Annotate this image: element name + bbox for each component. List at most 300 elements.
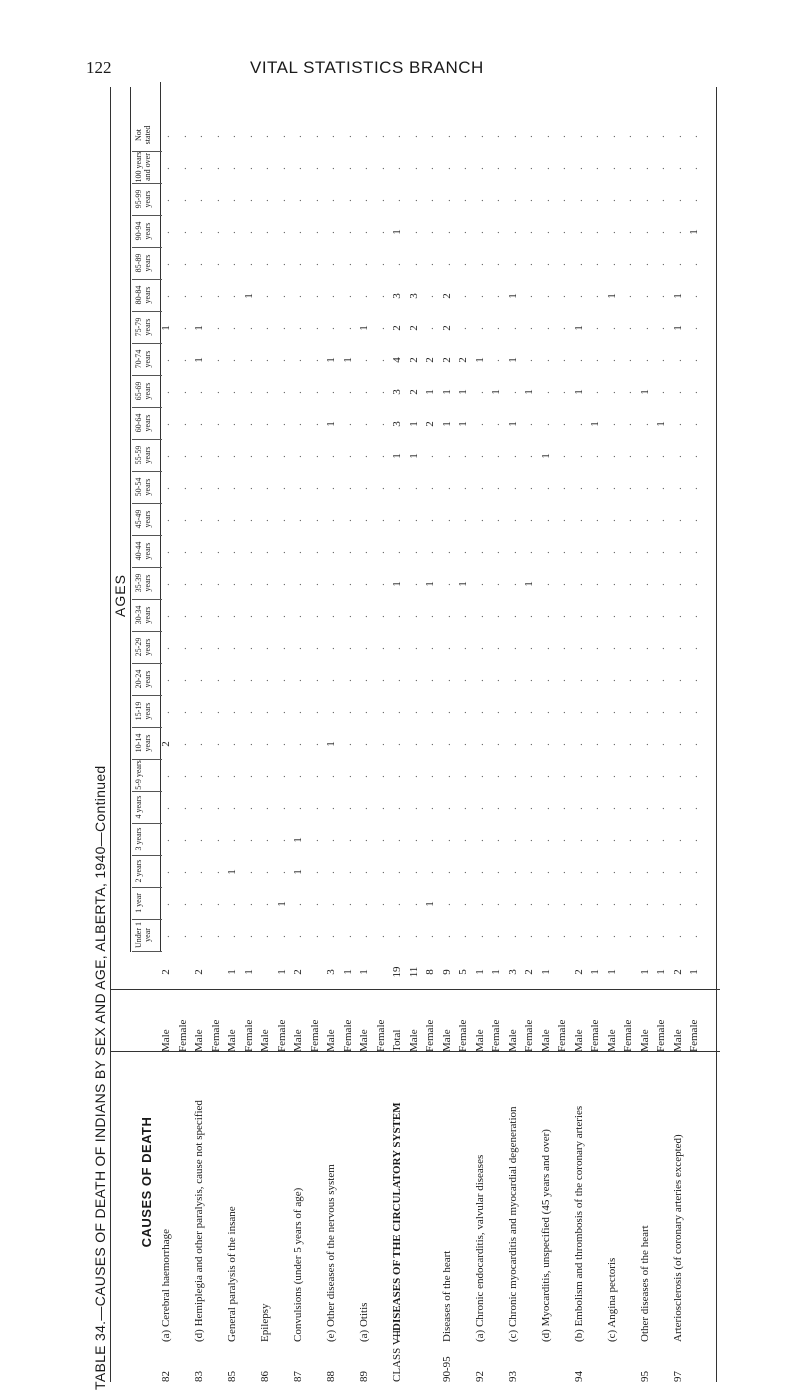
age-value: . — [325, 774, 337, 778]
age-value: . — [440, 486, 453, 490]
age-value: 1 — [440, 389, 453, 395]
age-value: . — [589, 358, 601, 362]
age-value: . — [160, 614, 172, 618]
age-value: . — [292, 614, 304, 618]
age-value: 1 — [292, 837, 304, 843]
age-value: . — [209, 838, 222, 842]
age-value: 1 — [193, 357, 205, 363]
age-value: . — [572, 294, 585, 298]
age-value: . — [506, 774, 519, 778]
age-value: . — [655, 518, 667, 522]
age-value: 2 — [391, 325, 403, 331]
age-value: . — [176, 326, 189, 330]
age-value: . — [292, 294, 304, 298]
age-value: . — [506, 934, 519, 938]
page-header: VITAL STATISTICS BRANCH — [250, 58, 484, 77]
age-value: . — [473, 326, 486, 330]
age-value: . — [490, 870, 502, 874]
table-row — [556, 87, 574, 1382]
age-value: . — [589, 710, 601, 714]
age-value: . — [308, 166, 321, 170]
age-value: . — [292, 326, 304, 330]
age-value: . — [160, 166, 172, 170]
age-value: . — [424, 614, 436, 618]
age-value: 1 — [160, 325, 172, 331]
age-value: . — [440, 646, 453, 650]
age-value: . — [391, 710, 403, 714]
age-value: . — [325, 454, 337, 458]
age-value: . — [622, 294, 634, 298]
age-value: . — [556, 486, 568, 490]
age-value: . — [589, 390, 601, 394]
cause-label — [408, 1082, 420, 1382]
age-value: . — [374, 646, 387, 650]
age-value: . — [655, 870, 667, 874]
total-value: 3 — [506, 969, 519, 975]
age-value: . — [572, 358, 585, 362]
age-value: . — [506, 870, 519, 874]
age-value: . — [292, 934, 304, 938]
age-value: . — [688, 326, 700, 330]
age-value: . — [655, 582, 667, 586]
age-value: . — [490, 806, 502, 810]
sex-label: Male — [638, 1029, 651, 1052]
age-value: . — [374, 806, 387, 810]
cause-text: (b) Embolism and thrombosis of the coronary arteries — [572, 1105, 585, 1342]
sex-label: Male — [671, 1029, 684, 1052]
age-value: 1 — [605, 293, 618, 299]
age-value: . — [605, 550, 618, 554]
age-value: . — [358, 614, 370, 618]
age-value: . — [176, 262, 189, 266]
cause-number: 92 — [473, 1371, 486, 1382]
age-column-header: 2 years — [132, 855, 162, 888]
age-value: . — [605, 486, 618, 490]
age-value: . — [358, 294, 370, 298]
age-value: . — [490, 262, 502, 266]
age-value: . — [209, 422, 222, 426]
age-column-header: 45-49 years — [132, 503, 162, 536]
age-value: . — [523, 934, 535, 938]
age-value: . — [242, 582, 255, 586]
age-value: . — [341, 326, 354, 330]
age-value: . — [523, 774, 535, 778]
age-value: . — [259, 518, 271, 522]
cause-number: 97 — [671, 1371, 684, 1382]
age-value: . — [671, 614, 684, 618]
age-value: . — [358, 806, 370, 810]
total-value: 5 — [457, 969, 469, 975]
age-value: . — [275, 934, 288, 938]
cause-label — [441, 1082, 453, 1382]
age-value: . — [391, 934, 403, 938]
sex-label: Male — [358, 1029, 370, 1052]
age-value: . — [638, 230, 651, 234]
age-value: . — [622, 870, 634, 874]
age-value: . — [523, 710, 535, 714]
age-value: 4 — [391, 357, 403, 363]
age-value: . — [242, 198, 255, 202]
age-value: . — [457, 646, 469, 650]
age-value: . — [473, 934, 486, 938]
age-value: . — [589, 678, 601, 682]
cause-label — [193, 1082, 205, 1382]
age-value: . — [407, 870, 420, 874]
age-value: . — [473, 198, 486, 202]
age-value: . — [209, 614, 222, 618]
age-value: . — [358, 454, 370, 458]
age-value: . — [374, 422, 387, 426]
age-value: . — [259, 390, 271, 394]
age-value: . — [440, 582, 453, 586]
age-value: . — [572, 678, 585, 682]
age-column-header: 5-9 years — [132, 759, 162, 792]
table-row — [655, 87, 673, 1382]
age-value: . — [209, 902, 222, 906]
age-value: . — [605, 710, 618, 714]
age-value: . — [374, 230, 387, 234]
age-value: . — [176, 742, 189, 746]
age-value: . — [688, 262, 700, 266]
age-value: . — [226, 742, 238, 746]
age-value: . — [325, 486, 337, 490]
sex-label: Female — [374, 1019, 387, 1052]
age-value: 2 — [160, 741, 172, 747]
age-value: . — [589, 582, 601, 586]
age-value: . — [457, 742, 469, 746]
age-value: . — [358, 902, 370, 906]
sex-label: Female — [275, 1019, 288, 1052]
age-value: . — [605, 678, 618, 682]
age-value: . — [589, 134, 601, 138]
age-value: . — [160, 134, 172, 138]
sex-label: Female — [209, 1019, 222, 1052]
sex-label: Male — [226, 1029, 238, 1052]
age-value: . — [374, 358, 387, 362]
sex-label: Female — [688, 1019, 700, 1052]
age-value: 1 — [539, 453, 552, 459]
age-value: . — [688, 518, 700, 522]
age-value: . — [622, 678, 634, 682]
age-value: . — [160, 710, 172, 714]
age-value: . — [622, 614, 634, 618]
age-value: . — [424, 646, 436, 650]
age-value: . — [622, 486, 634, 490]
age-value: . — [539, 550, 552, 554]
sex-label: Female — [490, 1019, 502, 1052]
cause-text: Convulsions (under 5 years of age) — [292, 1187, 304, 1342]
age-value: 2 — [440, 293, 453, 299]
age-value: . — [589, 230, 601, 234]
age-value: . — [209, 550, 222, 554]
age-value: . — [539, 390, 552, 394]
age-value: . — [160, 262, 172, 266]
age-value: . — [605, 134, 618, 138]
total-value: 1 — [242, 969, 255, 975]
age-value: . — [556, 454, 568, 458]
cause-label — [540, 1082, 552, 1382]
age-value: . — [226, 774, 238, 778]
age-column-header: 90-94 years — [132, 215, 162, 248]
age-value: 1 — [325, 357, 337, 363]
age-value: . — [259, 774, 271, 778]
age-value: . — [358, 678, 370, 682]
age-value: . — [341, 678, 354, 682]
age-value: . — [292, 806, 304, 810]
age-value: . — [506, 198, 519, 202]
age-value: . — [176, 134, 189, 138]
age-value: . — [242, 390, 255, 394]
age-value: . — [539, 902, 552, 906]
age-value: . — [572, 550, 585, 554]
age-value: . — [473, 902, 486, 906]
age-value: . — [292, 678, 304, 682]
age-value: . — [556, 198, 568, 202]
age-value: . — [523, 454, 535, 458]
age-value: . — [242, 934, 255, 938]
age-value: . — [275, 166, 288, 170]
age-value: . — [176, 198, 189, 202]
age-value: . — [556, 390, 568, 394]
age-value: 1 — [589, 421, 601, 427]
age-value: . — [308, 134, 321, 138]
age-value: . — [292, 518, 304, 522]
age-value: . — [490, 134, 502, 138]
age-value: . — [638, 166, 651, 170]
cause-number: 85 — [226, 1371, 238, 1382]
sex-label: Female — [176, 1019, 189, 1052]
age-value: . — [671, 518, 684, 522]
age-value: . — [407, 678, 420, 682]
age-value: . — [209, 198, 222, 202]
age-value: . — [473, 646, 486, 650]
table-row — [342, 87, 360, 1382]
age-value: . — [308, 806, 321, 810]
age-value: 1 — [688, 229, 700, 235]
age-value: . — [424, 454, 436, 458]
age-value: . — [655, 166, 667, 170]
age-value: . — [490, 294, 502, 298]
age-value: . — [688, 166, 700, 170]
age-value: . — [209, 454, 222, 458]
age-value: . — [638, 262, 651, 266]
cause-label — [490, 1082, 502, 1382]
age-value: 1 — [226, 869, 238, 875]
age-value: . — [622, 166, 634, 170]
age-value: . — [440, 550, 453, 554]
age-value: . — [457, 486, 469, 490]
age-value: . — [407, 934, 420, 938]
age-value: . — [539, 198, 552, 202]
age-value: . — [490, 614, 502, 618]
age-value: . — [506, 166, 519, 170]
age-value: . — [572, 710, 585, 714]
age-value: . — [490, 230, 502, 234]
age-column-header: 55-59 years — [132, 439, 162, 472]
age-value: . — [374, 774, 387, 778]
total-value: 1 — [341, 969, 354, 975]
age-value: . — [308, 646, 321, 650]
age-column-header: 80-84 years — [132, 279, 162, 312]
age-value: . — [638, 518, 651, 522]
age-value: . — [506, 134, 519, 138]
age-value: . — [176, 710, 189, 714]
age-value: 2 — [407, 389, 420, 395]
cause-text: (d) Myocarditis, unspecified (45 years and over) — [539, 1129, 552, 1342]
age-value: 1 — [292, 869, 304, 875]
age-value: . — [374, 934, 387, 938]
age-value: . — [242, 870, 255, 874]
cause-label — [160, 1082, 172, 1382]
cause-text: (d) Hemiplegia and other paralysis, cause not specified — [193, 1100, 205, 1342]
age-value: . — [440, 198, 453, 202]
age-value: . — [176, 902, 189, 906]
age-value: . — [490, 678, 502, 682]
age-value: . — [341, 390, 354, 394]
age-value: . — [473, 838, 486, 842]
age-value: . — [341, 742, 354, 746]
age-value: . — [589, 294, 601, 298]
cause-label — [672, 1082, 684, 1382]
age-value: . — [358, 550, 370, 554]
age-value: . — [490, 838, 502, 842]
total-value: 2 — [292, 969, 304, 975]
table-row — [507, 87, 525, 1382]
age-value: . — [671, 134, 684, 138]
age-value: . — [473, 422, 486, 426]
age-value: . — [209, 166, 222, 170]
age-value: . — [688, 454, 700, 458]
age-value: . — [457, 710, 469, 714]
age-value: . — [671, 838, 684, 842]
age-value: . — [539, 230, 552, 234]
age-value: . — [391, 518, 403, 522]
age-value: . — [556, 646, 568, 650]
age-value: . — [572, 198, 585, 202]
age-value: . — [391, 806, 403, 810]
age-value: . — [539, 486, 552, 490]
age-value: . — [589, 934, 601, 938]
age-value: 1 — [424, 389, 436, 395]
age-value: . — [572, 742, 585, 746]
age-value: . — [391, 614, 403, 618]
cause-label — [474, 1082, 486, 1382]
age-value: . — [358, 518, 370, 522]
age-value: . — [242, 166, 255, 170]
age-value: . — [160, 358, 172, 362]
age-value: . — [308, 742, 321, 746]
age-value: . — [523, 198, 535, 202]
age-value: . — [440, 838, 453, 842]
age-value: 1 — [391, 229, 403, 235]
age-value: . — [572, 166, 585, 170]
age-value: . — [556, 294, 568, 298]
age-value: . — [226, 550, 238, 554]
age-value: . — [391, 134, 403, 138]
age-value: . — [473, 390, 486, 394]
age-value: . — [292, 550, 304, 554]
age-value: . — [605, 934, 618, 938]
age-value: . — [308, 774, 321, 778]
age-value: . — [523, 486, 535, 490]
age-value: . — [605, 390, 618, 394]
cause-number: 83 — [193, 1371, 205, 1382]
age-value: . — [358, 838, 370, 842]
age-value: . — [193, 582, 205, 586]
age-value: . — [407, 774, 420, 778]
cause-number: 94 — [572, 1371, 585, 1382]
age-value: . — [688, 550, 700, 554]
age-column-header: 30-34 years — [132, 599, 162, 632]
age-value: . — [671, 806, 684, 810]
total-value: 8 — [424, 969, 436, 975]
age-value: . — [572, 230, 585, 234]
table-row — [457, 87, 475, 1382]
age-value: . — [572, 422, 585, 426]
cause-text: (a) Cerebral haemorrhage — [160, 1229, 172, 1342]
age-value: . — [209, 390, 222, 394]
age-value: . — [556, 230, 568, 234]
age-value: 1 — [424, 581, 436, 587]
age-value: . — [341, 902, 354, 906]
ages-label: AGES — [112, 574, 128, 617]
age-value: . — [176, 422, 189, 426]
sex-label: Female — [523, 1019, 535, 1052]
age-value: . — [424, 198, 436, 202]
age-value: . — [292, 166, 304, 170]
table-row — [540, 87, 558, 1382]
age-value: . — [638, 774, 651, 778]
age-value: 1 — [572, 325, 585, 331]
sex-label: Female — [589, 1019, 601, 1052]
age-value: . — [292, 230, 304, 234]
age-value: . — [259, 550, 271, 554]
age-value: . — [523, 646, 535, 650]
age-value: . — [539, 870, 552, 874]
total-value: 2 — [523, 969, 535, 975]
age-value: . — [523, 742, 535, 746]
age-value: . — [655, 358, 667, 362]
age-value: . — [341, 198, 354, 202]
sex-label: Male — [506, 1029, 519, 1052]
age-value: . — [226, 838, 238, 842]
age-value: . — [259, 678, 271, 682]
age-value: . — [523, 422, 535, 426]
age-value: . — [176, 870, 189, 874]
age-value: . — [638, 326, 651, 330]
age-value: . — [374, 518, 387, 522]
age-value: . — [209, 806, 222, 810]
age-value: . — [407, 518, 420, 522]
age-value: . — [523, 678, 535, 682]
age-value: . — [308, 486, 321, 490]
age-value: . — [688, 390, 700, 394]
age-value: . — [605, 198, 618, 202]
age-value: . — [440, 806, 453, 810]
age-value: . — [473, 134, 486, 138]
age-value: . — [440, 230, 453, 234]
age-value: . — [193, 230, 205, 234]
age-value: . — [374, 134, 387, 138]
age-value: . — [160, 230, 172, 234]
age-value: . — [209, 230, 222, 234]
age-value: . — [506, 806, 519, 810]
age-value: . — [622, 838, 634, 842]
total-value: 2 — [572, 969, 585, 975]
age-value: . — [242, 774, 255, 778]
age-value: . — [539, 422, 552, 426]
age-value: . — [589, 838, 601, 842]
